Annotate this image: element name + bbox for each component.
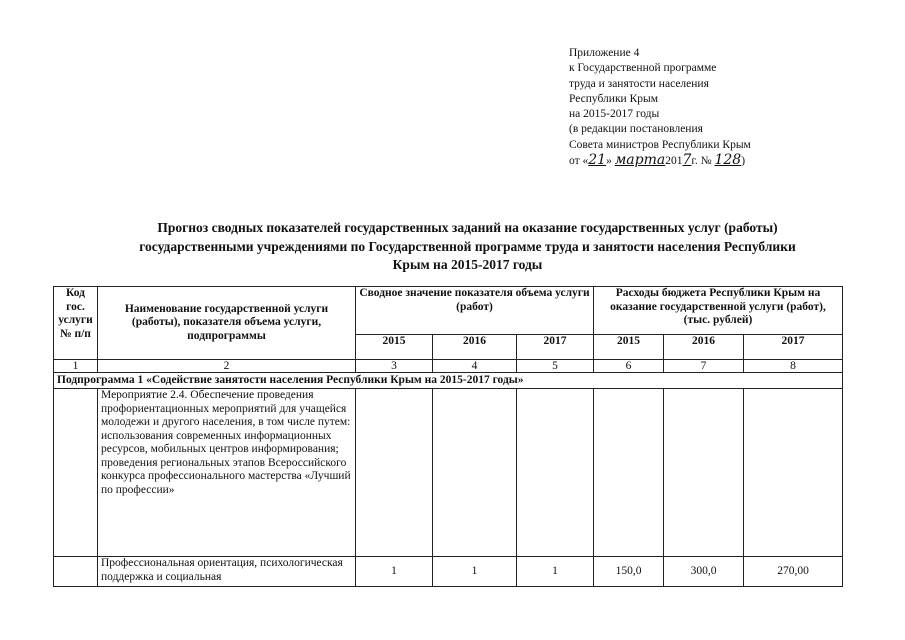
appendix-line: к Государственной программе [569,62,717,75]
header-year: 2015 [356,335,433,360]
header-year: 2017 [744,335,843,360]
date-year-suffix: г. № [691,155,712,168]
column-number: 1 [54,360,98,373]
value-cell: 300,0 [664,557,744,587]
title-line: Прогноз сводных показателей государственных заданий на оказание государственных услуг (работы) [157,220,778,235]
value-cell: 270,00 [744,557,843,587]
forecast-table [53,286,843,587]
date-prefix: от « [569,155,589,168]
empty-cell [517,389,594,557]
column-number: 6 [594,360,664,373]
service-name: Профессиональная ориентация, психологическая поддержка и социальная [98,557,356,587]
appendix-date-line [569,153,751,169]
date-close: ) [741,155,746,168]
date-month: марта [614,152,666,169]
service-row [54,557,843,587]
date-mid: » [606,155,612,168]
empty-cell [356,389,433,557]
column-number: 3 [356,360,433,373]
appendix-line: (в редакции постановления [569,123,703,136]
column-number: 4 [433,360,517,373]
date-number: 128 [714,152,742,169]
event-code [54,389,98,557]
value-cell: 1 [356,557,433,587]
appendix-line: труда и занятости населения [569,77,709,90]
date-year-prefix: 201 [665,155,683,168]
appendix-line: Совета министров Республики Крым [569,138,751,151]
header-year: 2015 [594,335,664,360]
column-number: 5 [517,360,594,373]
value-cell: 150,0 [594,557,664,587]
header-code: Код гос. услуги № п/п [54,287,98,360]
header-year: 2017 [517,335,594,360]
date-day: 21 [588,152,607,169]
value-cell: 1 [433,557,517,587]
empty-cell [433,389,517,557]
appendix-note [569,46,751,169]
value-cell: 1 [517,557,594,587]
header-indicator: Сводное значение показателя объема услуги (работ) [356,287,594,335]
event-description: Мероприятие 2.4. Обеспечение проведения профориентационных мероприятий для учащейся молодежи и другого населения, в том числе путем: использования современных информационных ресурсов, мобильных центров информирования; проведения региональных этапов Всероссийского конкурса профессионального мастерства «Лучший по профессии» [98,389,356,557]
service-code [54,557,98,587]
subprogram-row [54,373,843,389]
header-year: 2016 [664,335,744,360]
appendix-line: на 2015-2017 годы [569,108,660,121]
document-title [70,219,865,275]
empty-cell [594,389,664,557]
title-line: государственными учреждениями по Государственной программе труда и занятости населения Республики [139,238,796,254]
header-year: 2016 [433,335,517,360]
empty-cell [744,389,843,557]
date-year-digit: 7 [682,152,692,169]
appendix-line: Республики Крым [569,92,658,105]
column-number: 8 [744,360,843,373]
event-row [54,389,843,557]
appendix-line: Приложение 4 [569,47,640,59]
subprogram-title: Подпрограмма 1 «Содействие занятости населения Республики Крым на 2015-2017 годы» [54,373,843,389]
title-line: Крым на 2015-2017 годы [392,257,543,272]
column-number: 2 [98,360,356,373]
header-name: Наименование государственной услуги (работы), показателя объема услуги, подпрограммы [98,287,356,360]
column-number-row [54,360,843,373]
header-budget: Расходы бюджета Республики Крым на оказание государственной услуги (работ), (тыс. рублей) [594,287,843,335]
empty-cell [664,389,744,557]
column-number: 7 [664,360,744,373]
